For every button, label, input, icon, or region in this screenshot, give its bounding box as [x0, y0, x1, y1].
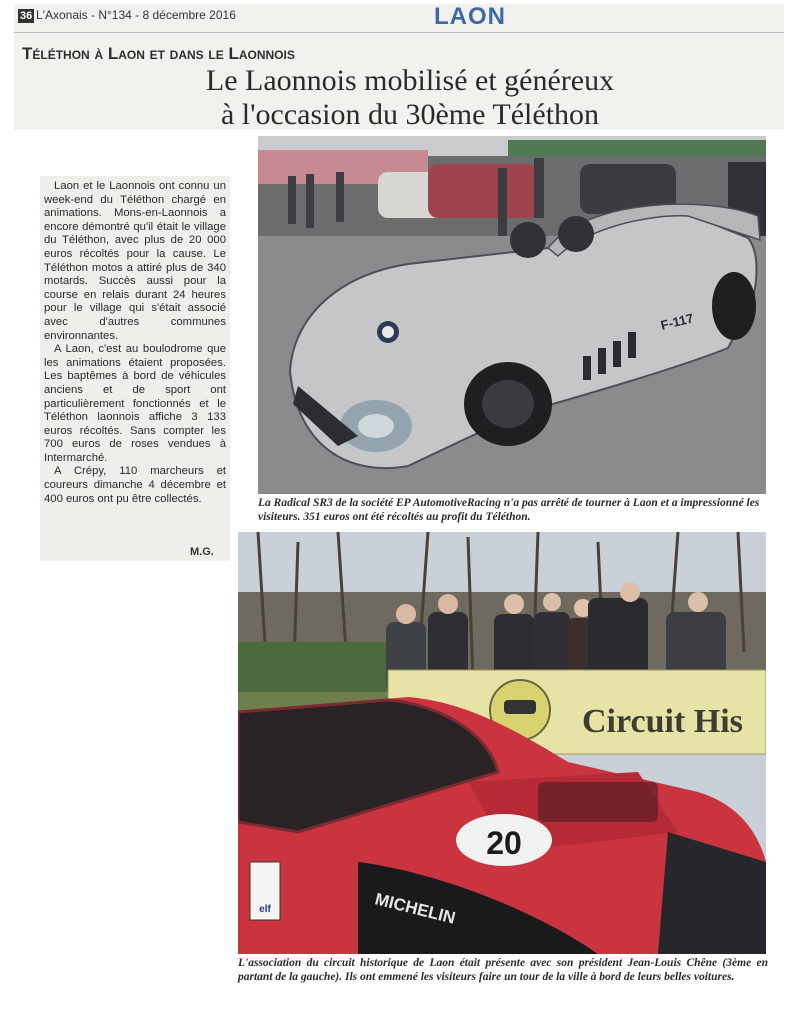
photo-caption: La Radical SR3 de la société EP AutomotiveRacing n'a pas arrêté de tourner à Laon et a impressionné les visiteurs. 351 euros ont été récoltés au profit du Téléthon. — [258, 497, 760, 523]
body-paragraph: A Crépy, 110 marcheurs et coureurs dimanche 4 décembre et 400 euros ont pu être collectés. — [44, 465, 226, 505]
author-signature: M.G. — [190, 546, 214, 558]
race-car-illustration — [258, 136, 766, 494]
article-headline — [90, 64, 730, 132]
car-number-label: F-117 — [659, 310, 695, 333]
article-body — [44, 180, 226, 506]
body-paragraph: Laon et le Laonnois ont connu un week-end du Téléthon chargé en animations. Mons-en-Laonnois a encore démontré qu'il était le village du Téléthon, avec plus de 20 000 euros récoltés pour la cause. Le Téléthon motos a attiré plus de 340 motards. Succès aussi pour la course en relais durant 24 heures pour le village qui s'était associé avec d'autres communes environnantes. — [44, 180, 226, 342]
banner-text: Circuit His — [582, 703, 743, 740]
historic-circuit-photo — [238, 532, 766, 954]
article-kicker: Téléthon à Laon et dans le Laonnois — [22, 44, 295, 63]
body-paragraph: A Laon, c'est au boulodrome que les animations étaient proposées. Les baptêmes à bord de véhicules anciens et de sport ont particulièrement fonctionnés et le Téléthon laonnois affiche 3 133 euros récoltés. Sans compter les 700 euros de roses vendues à Intermarché. — [44, 343, 226, 464]
race-car-photo — [258, 136, 766, 494]
page-number: 36 — [20, 10, 33, 22]
photo-caption: L'association du circuit historique de Laon était présente avec son président Jean-Louis Chêne (3ème en partant de la gauche). Ils ont emmené les visiteurs faire un tour de la ville à bord de leurs belles voitures. — [238, 957, 768, 983]
section-title: LAON — [434, 3, 506, 30]
header-divider — [14, 32, 784, 33]
group-and-car-illustration — [238, 532, 766, 954]
tire-brand-label: MICHELIN — [373, 889, 458, 928]
publication-info: L'Axonais - N°134 - 8 décembre 2016 — [36, 8, 236, 22]
race-number: 20 — [486, 825, 522, 861]
headline-line-1: Le Laonnois mobilisé et généreux — [205, 64, 615, 97]
sponsor-logo: elf — [259, 904, 271, 915]
headline-line-2: à l'occasion du 30ème Téléthon — [220, 98, 600, 131]
